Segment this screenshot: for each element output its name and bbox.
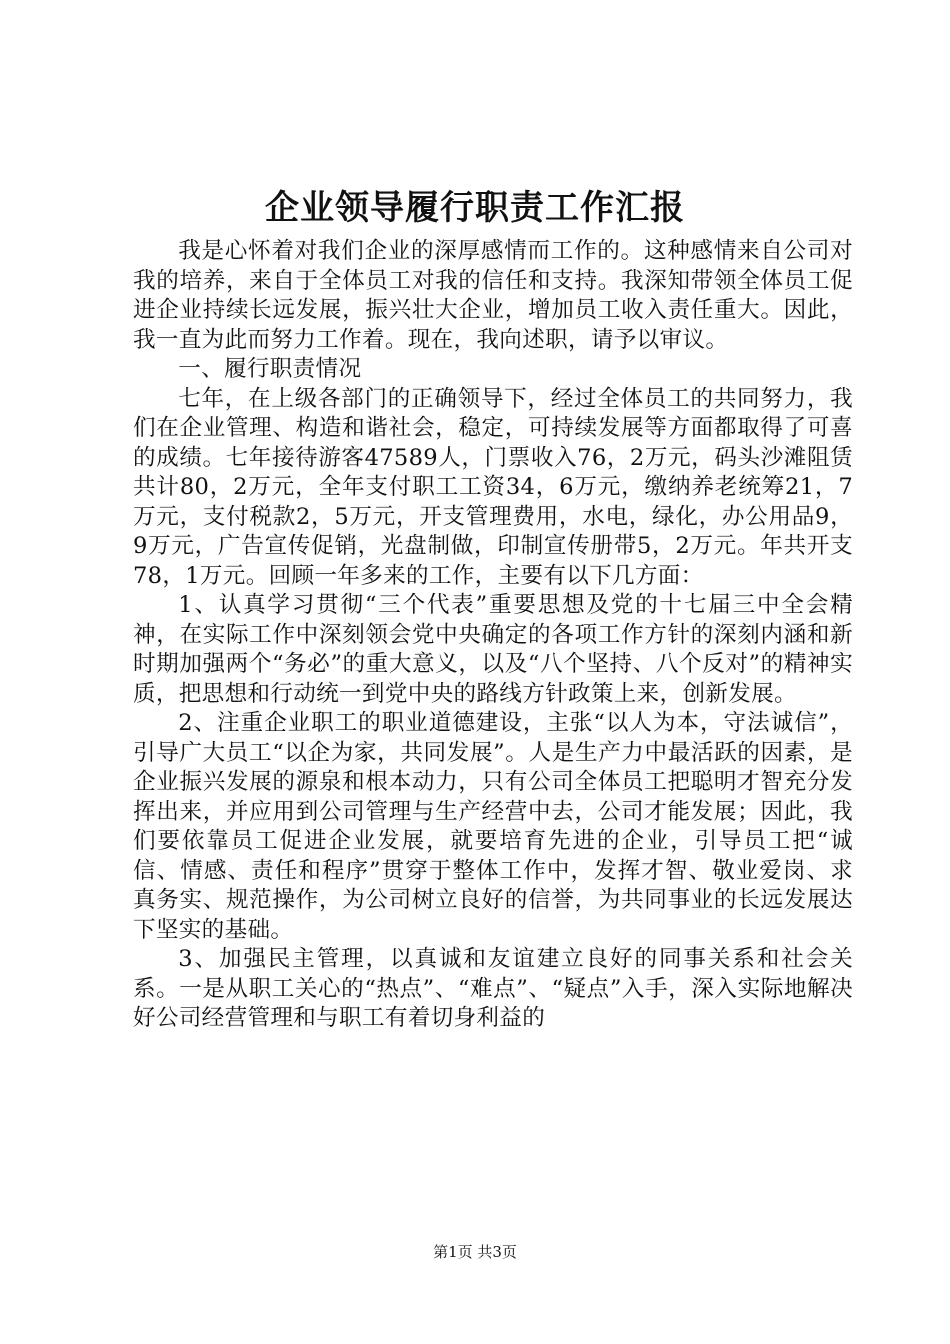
document-title: 企业领导履行职责工作汇报 — [265, 188, 685, 228]
paragraph-item-1: 1、认真学习贯彻“三个代表”重要思想及党的十七届三中全会精神，在实际工作中深刻领会党中央确定的各项工作方针的深刻内涵和新时期加强两个“务必”的重大意义，以及“八个坚持、八个反对”的精神实质，把思想和行动统一到党中央的路线方针政策上来，创新发展。 — [133, 592, 853, 707]
paragraph-item-2: 2、注重企业职工的职业道德建设，主张“以人为本，守法诚信”，引导广大员工“以企为家，共同发展”。人是生产力中最活跃的因素，是企业振兴发展的源泉和根本动力，只有公司全体员工把聪明才智充分发挥出来，并应用到公司管理与生产经营中去，公司才能发展；因此，我们要依靠员工促进企业发展，就要培育先进的企业，引导员工把“诚信、情感、责任和程序”贯穿于整体工作中，发挥才智、敬业爱岗、求真务实、规范操作，为公司树立良好的信誉，为共同事业的长远发展达下坚实的基础。 — [133, 710, 853, 943]
paragraph-summary: 七年，在上级各部门的正确领导下，经过全体员工的共同努力，我们在企业管理、构造和谐社会，稳定，可持续发展等方面都取得了可喜的成绩。七年接待游客47589人，门票收入76，2万元，码头沙滩阻赁共计80，2万元，全年支付职工工资34，6万元，缴纳养老统筹21，7万元，支付税款2，5万元，开支管理费用，水电，绿化，办公用品9，9万元，广告宣传促销，光盘制做，印制宣传册带5，2万元。年共开支78，1万元。回顾一年多来的工作，主要有以下几方面： — [133, 385, 853, 589]
section-heading: 一、履行职责情况 — [178, 356, 362, 382]
paragraph-item-3: 3、加强民主管理，以真诚和友谊建立良好的同事关系和社会关系。一是从职工关心的“热点”、“难点”、“疑点”入手，深入实际地解决好公司经营管理和与职工有着切身利益的 — [133, 946, 853, 1031]
paragraph-intro: 我是心怀着对我们企业的深厚感情而工作的。这种感情来自公司对我的培养，来自于全体员工对我的信任和支持。我深知带领全体员工促进企业持续长远发展，振兴壮大企业，增加员工收入责任重大。因此，我一直为此而努力工作着。现在，我向述职，请予以审议。 — [133, 238, 853, 353]
document-body — [133, 237, 853, 1034]
page-footer: 第1页 共3页 — [433, 1243, 517, 1261]
